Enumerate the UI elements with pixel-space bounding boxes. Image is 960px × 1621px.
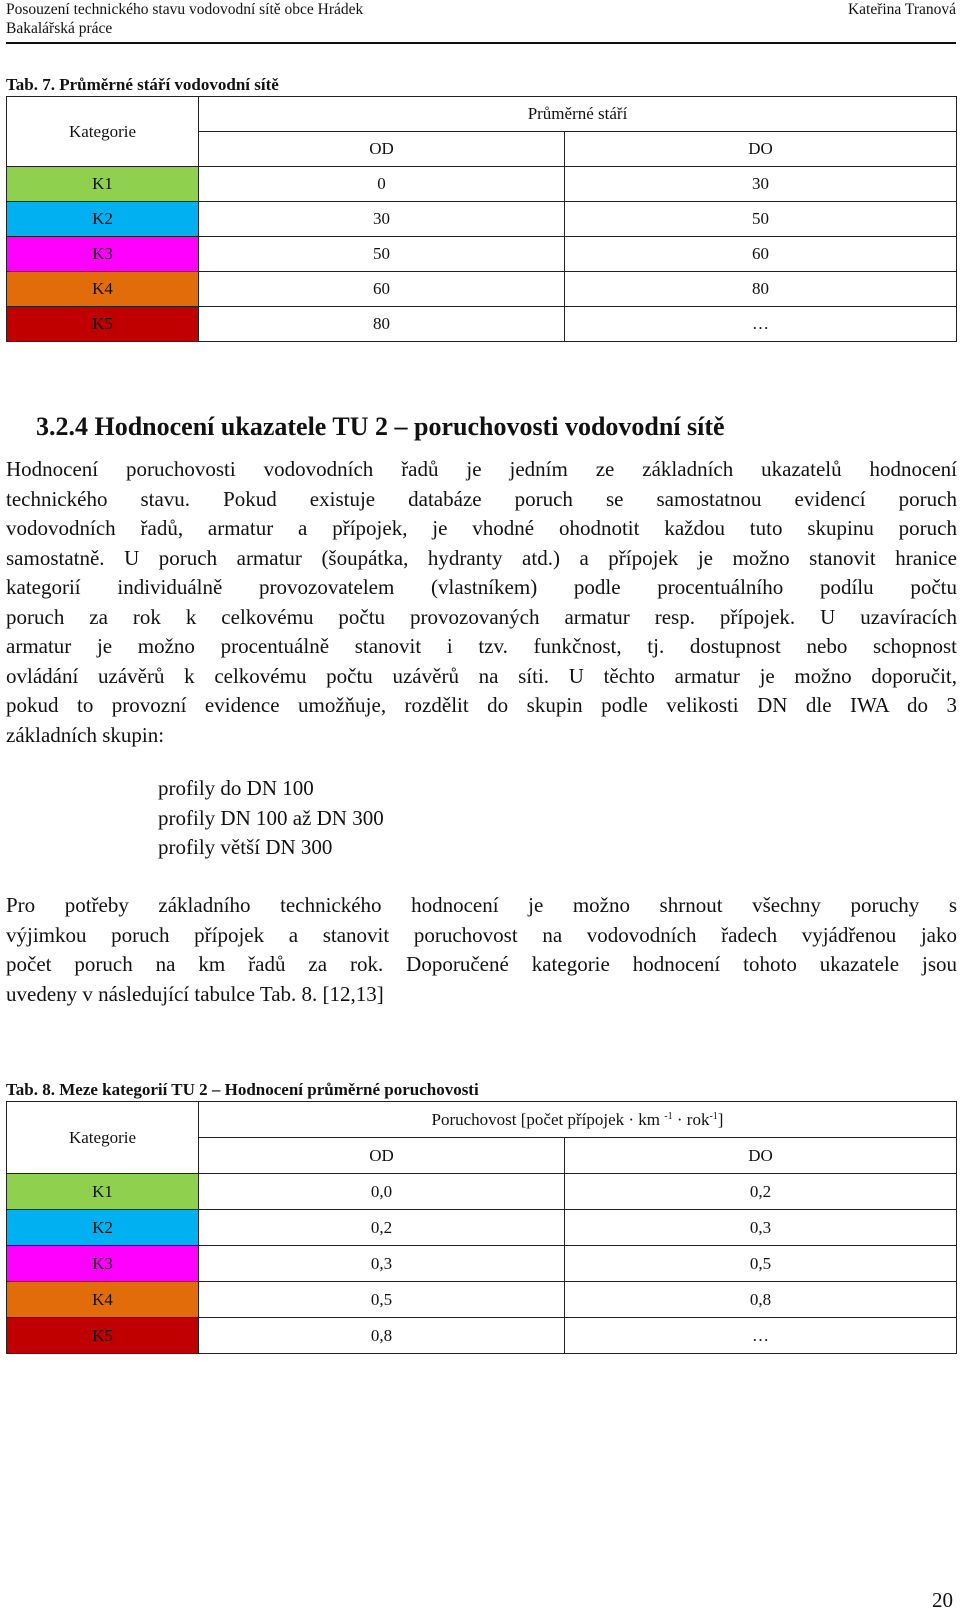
table-row — [7, 202, 957, 237]
paragraph-line: armatur je možno procentuálně stanovit i tzv. funkčnost, tj. dostupnost nebo schopnost — [6, 634, 957, 658]
paragraph-line: poruch za rok k celkovému počtu provozovaných armatur resp. přípojek. U uzavíracích — [6, 604, 957, 629]
paragraph-1 — [6, 455, 957, 750]
table-row — [7, 1246, 957, 1282]
to-cell: 0,2 — [565, 1174, 957, 1210]
from-cell: 0,8 — [199, 1318, 565, 1354]
table8-header-from: OD — [199, 1138, 565, 1174]
paragraph-line: počet poruch na km řadů za rok. Doporučené kategorie hodnocení tohoto ukazatele jsou — [6, 952, 957, 976]
category-cell: K4 — [7, 1282, 199, 1318]
to-cell: 30 — [565, 167, 957, 202]
table-row — [7, 307, 957, 342]
table-row — [7, 237, 957, 272]
table-row — [7, 1210, 957, 1246]
page-header — [6, 0, 956, 44]
header-subtitle: Bakalářská práce — [6, 20, 113, 37]
table7-header-group: Průměrné stáří — [199, 97, 957, 132]
paragraph-line: ovládání uzávěrů k celkovému počtu uzávěrů na síti. U těchto armatur je možno doporučit, — [6, 663, 957, 688]
table-row — [7, 1174, 957, 1210]
page-number: 20 — [932, 1588, 953, 1612]
paragraph-line: technického stavu. Pokud existuje databáze poruch se samostatnou evidencí poruch — [6, 486, 957, 511]
from-cell: 80 — [199, 307, 565, 342]
from-cell: 50 — [199, 237, 565, 272]
section-heading: 3.2.4 Hodnocení ukazatele TU 2 – poruchovosti vodovodní sítě — [36, 412, 725, 441]
table8-caption: Tab. 8. Meze kategorií TU 2 – Hodnocení průměrné poruchovosti — [6, 1080, 479, 1099]
to-cell: 0,8 — [565, 1282, 957, 1318]
from-cell: 0 — [199, 167, 565, 202]
from-cell: 0,2 — [199, 1210, 565, 1246]
list-item: profily DN 100 až DN 300 — [158, 805, 384, 830]
table8-header-exp1: -1 — [664, 1110, 673, 1122]
table-row — [7, 1318, 957, 1354]
paragraph-line: uvedeny v následující tabulce Tab. 8. [12,13] — [6, 981, 384, 1006]
to-cell: 80 — [565, 272, 957, 307]
category-cell: K4 — [7, 272, 199, 307]
to-cell: … — [565, 307, 957, 342]
to-cell: 60 — [565, 237, 957, 272]
paragraph-2 — [6, 891, 957, 1009]
header-title: Posouzení technického stavu vodovodní sítě obce Hrádek — [6, 1, 364, 18]
to-cell: 50 — [565, 202, 957, 237]
table8-header-group-mid: · rok — [676, 1109, 710, 1129]
from-cell: 0,5 — [199, 1282, 565, 1318]
category-cell: K5 — [7, 1318, 199, 1354]
table7 — [6, 96, 957, 342]
paragraph-line: základních skupin: — [6, 722, 165, 747]
from-cell: 0,3 — [199, 1246, 565, 1282]
dn-profile-list — [158, 774, 384, 863]
category-cell: K3 — [7, 1246, 199, 1282]
category-cell: K2 — [7, 202, 199, 237]
table7-header-category: Kategorie — [7, 97, 199, 167]
table-row — [7, 167, 957, 202]
list-item: profily do DN 100 — [158, 776, 314, 800]
to-cell: 0,5 — [565, 1246, 957, 1282]
category-cell: K1 — [7, 167, 199, 202]
table8-header-group — [199, 1102, 957, 1138]
table7-caption: Tab. 7. Průměrné stáří vodovodní sítě — [6, 75, 279, 94]
to-cell: 0,3 — [565, 1210, 957, 1246]
table8-header-group-end: ] — [717, 1109, 724, 1129]
header-title-block — [6, 0, 363, 38]
table-row — [7, 1282, 957, 1318]
paragraph-line: kategorií individuálně provozovatelem (vlastníkem) podle procentuálního podílu počtu — [6, 575, 957, 599]
paragraph-line: výjimkou poruch přípojek a stanovit poruchovost na vodovodních řadech vyjádřenou jako — [6, 922, 957, 947]
header-author: Kateřina Tranová — [847, 1, 956, 18]
category-cell: K3 — [7, 237, 199, 272]
paragraph-line: Pro potřeby základního technického hodnocení je možno shrnout všechny poruchy s — [6, 893, 957, 917]
table8-header-exp2: -1 — [709, 1110, 718, 1122]
list-item: profily větší DN 300 — [158, 835, 333, 859]
table8-header-category: Kategorie — [7, 1102, 199, 1174]
category-cell: K1 — [7, 1174, 199, 1210]
from-cell: 30 — [199, 202, 565, 237]
table8 — [6, 1101, 957, 1354]
category-cell: K2 — [7, 1210, 199, 1246]
paragraph-line: samostatně. U poruch armatur (šoupátka, hydranty atd.) a přípojek je možno stanovit hranice — [6, 545, 957, 570]
table-row — [7, 272, 957, 307]
table8-header-group-main: Poruchovost [počet přípojek · km — [431, 1109, 661, 1129]
to-cell: … — [565, 1318, 957, 1354]
table7-header-to: DO — [565, 132, 957, 167]
paragraph-line: vodovodních řadů, armatur a přípojek, je vhodné ohodnotit každou tuto skupinu poruch — [6, 516, 957, 540]
table7-header-from: OD — [199, 132, 565, 167]
from-cell: 0,0 — [199, 1174, 565, 1210]
paragraph-line: pokud to provozní evidence umožňuje, rozdělit do skupin podle velikosti DN dle IWA do 3 — [6, 693, 957, 717]
table8-header-to: DO — [565, 1138, 957, 1174]
paragraph-line: Hodnocení poruchovosti vodovodních řadů je jedním ze základních ukazatelů hodnocení — [6, 457, 957, 481]
from-cell: 60 — [199, 272, 565, 307]
category-cell: K5 — [7, 307, 199, 342]
